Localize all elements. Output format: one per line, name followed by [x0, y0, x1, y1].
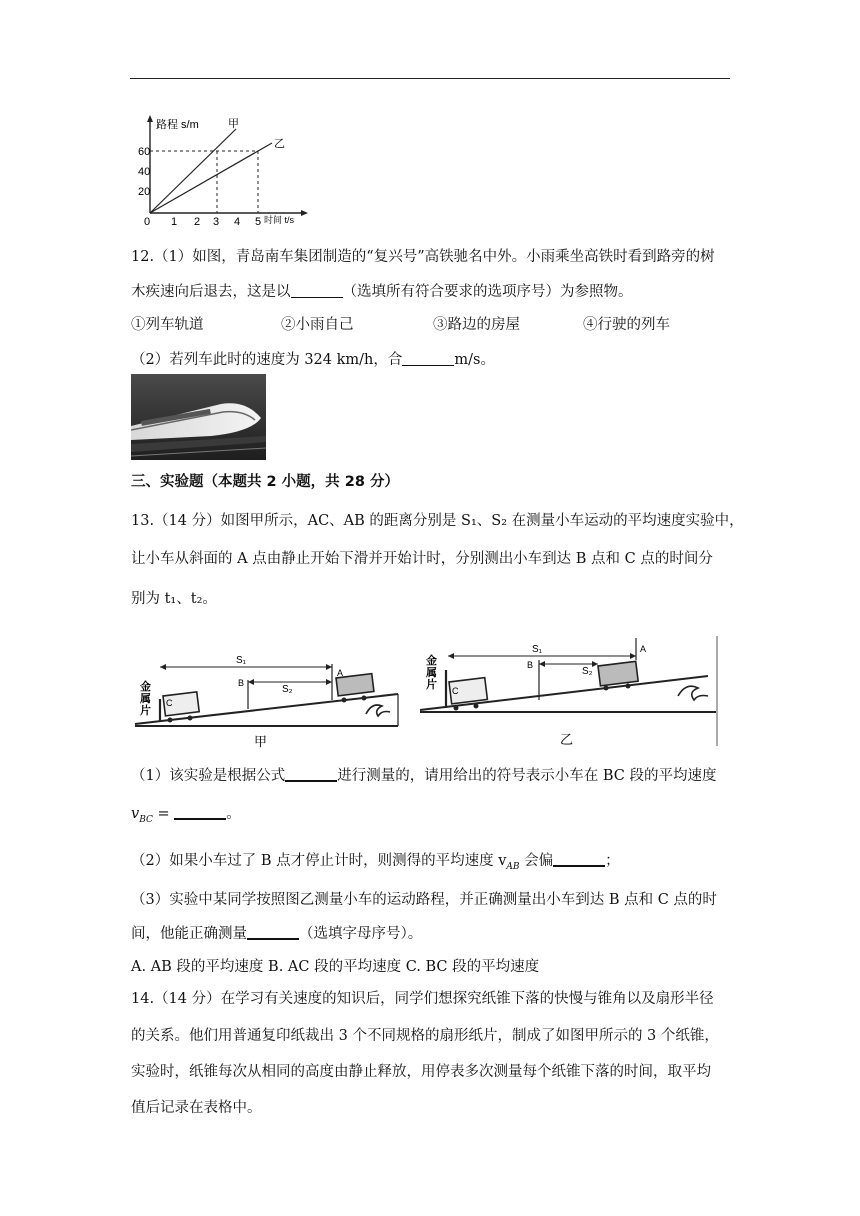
svg-text:属: 属	[140, 693, 151, 705]
svg-text:属: 属	[426, 667, 437, 679]
graph-line-jia-label: 甲	[228, 118, 239, 130]
q13-line3: 别为 t₁、t₂。	[131, 591, 217, 607]
figure-yi-label: 乙	[560, 732, 574, 747]
q13-line2: 让小车从斜面的 A 点由静止开始下滑并开始计时，分别测出小车到达 B 点和 C 点的时间分	[131, 551, 713, 567]
graph-x-tick: 1	[171, 216, 178, 228]
svg-text:B: B	[527, 660, 534, 670]
train-photo	[131, 374, 266, 460]
svg-text:S₁: S₁	[236, 655, 247, 666]
q13-choices: A. AB 段的平均速度 B. AC 段的平均速度 C. BC 段的平均速度	[131, 959, 540, 975]
q12-line4: （2）若列车此时的速度为 324 km/h，合 m/s。	[131, 352, 495, 368]
figure-jia	[135, 655, 398, 749]
answer-blank[interactable]	[285, 766, 337, 782]
q13-sub3-line2: 间，他能正确测量 （选填字母序号）。	[131, 926, 423, 942]
svg-text:S₁: S₁	[532, 644, 543, 655]
graph-y-tick: 20	[138, 186, 151, 198]
header-rule	[130, 78, 730, 79]
q14-line2: 的关系。他们用普通复印纸裁出 3 个不同规格的扇形纸片，制成了如图甲所示的 3 个纸锥，	[131, 1028, 719, 1044]
distance-time-graph	[138, 113, 310, 228]
graph-line-yi-label: 乙	[274, 138, 285, 150]
svg-text:S₂: S₂	[582, 666, 593, 677]
incline-figure	[130, 634, 720, 750]
answer-blank[interactable]	[174, 804, 226, 820]
answer-blank[interactable]	[553, 851, 605, 867]
q13-line1: 13.（14 分）如图甲所示，AC、AB 的距离分别是 S₁、S₂ 在测量小车运动的平均速度实验中，	[131, 513, 744, 529]
svg-text:S₂: S₂	[282, 684, 293, 695]
q12-options	[131, 315, 670, 335]
figure-jia-label: 甲	[254, 734, 268, 749]
q13-sub1: （1）该实验是根据公式 进行测量的，请用给出的符号表示小车在 BC 段的平均速度	[131, 768, 717, 784]
svg-text:金: 金	[140, 681, 151, 693]
graph-x-tick: 2	[194, 216, 201, 228]
q14-line1: 14.（14 分）在学习有关速度的知识后，同学们想探究纸锥下落的快慢与锥角以及扇形半径	[131, 991, 714, 1007]
q13-sub1-formula: $v_{BC}$ = 。	[131, 806, 241, 825]
svg-text:金: 金	[426, 655, 437, 667]
figure-yi	[420, 636, 717, 747]
q13-sub2: （2）如果小车过了 B 点才停止计时，则测得的平均速度 $v_{AB}$ 会偏 ；	[131, 853, 620, 872]
svg-text:A: A	[337, 668, 344, 678]
q12-line1: 12.（1）如图，青岛南车集团制造的“复兴号”高铁驰名中外。小雨乘坐高铁时看到路旁的树	[131, 249, 715, 265]
q13-sub3-line1: （3）实验中某同学按照图乙测量小车的运动路程，并正确测量出小车到达 B 点和 C 点的时	[131, 892, 717, 908]
answer-blank[interactable]	[402, 351, 454, 366]
section-heading: 三、实验题（本题共 2 小题，共 28 分）	[131, 474, 399, 490]
graph-y-label: 路程 s/m	[156, 119, 199, 131]
svg-text:片: 片	[426, 679, 437, 691]
graph-y-tick: 60	[138, 146, 151, 158]
graph-y-tick: 40	[138, 166, 151, 178]
svg-text:C: C	[452, 686, 459, 696]
option-3: ③路边的房屋	[433, 317, 520, 333]
svg-text:片: 片	[140, 705, 151, 717]
answer-blank[interactable]	[247, 924, 299, 940]
svg-text:B: B	[238, 678, 245, 688]
option-2: ②小雨自己	[281, 317, 354, 333]
svg-text:C: C	[166, 698, 173, 708]
q12-line2: 木疾速向后退去，这是以 （选填所有符合要求的选项序号）为参照物。	[131, 284, 633, 300]
graph-x-tick: 4	[234, 216, 241, 228]
graph-origin: 0	[144, 216, 151, 228]
graph-x-tick: 5	[255, 216, 262, 228]
svg-text:A: A	[640, 644, 647, 654]
graph-x-label: 时间 t/s	[264, 215, 295, 225]
option-4: ④行驶的列车	[583, 317, 670, 333]
option-1: ①列车轨道	[131, 317, 204, 333]
graph-x-tick: 3	[213, 216, 220, 228]
q14-line4: 值后记录在表格中。	[131, 1100, 262, 1116]
q14-line3: 实验时，纸锥每次从相同的高度由静止释放，用停表多次测量每个纸锥下落的时间，取平均	[131, 1064, 711, 1080]
answer-blank[interactable]	[291, 283, 343, 298]
